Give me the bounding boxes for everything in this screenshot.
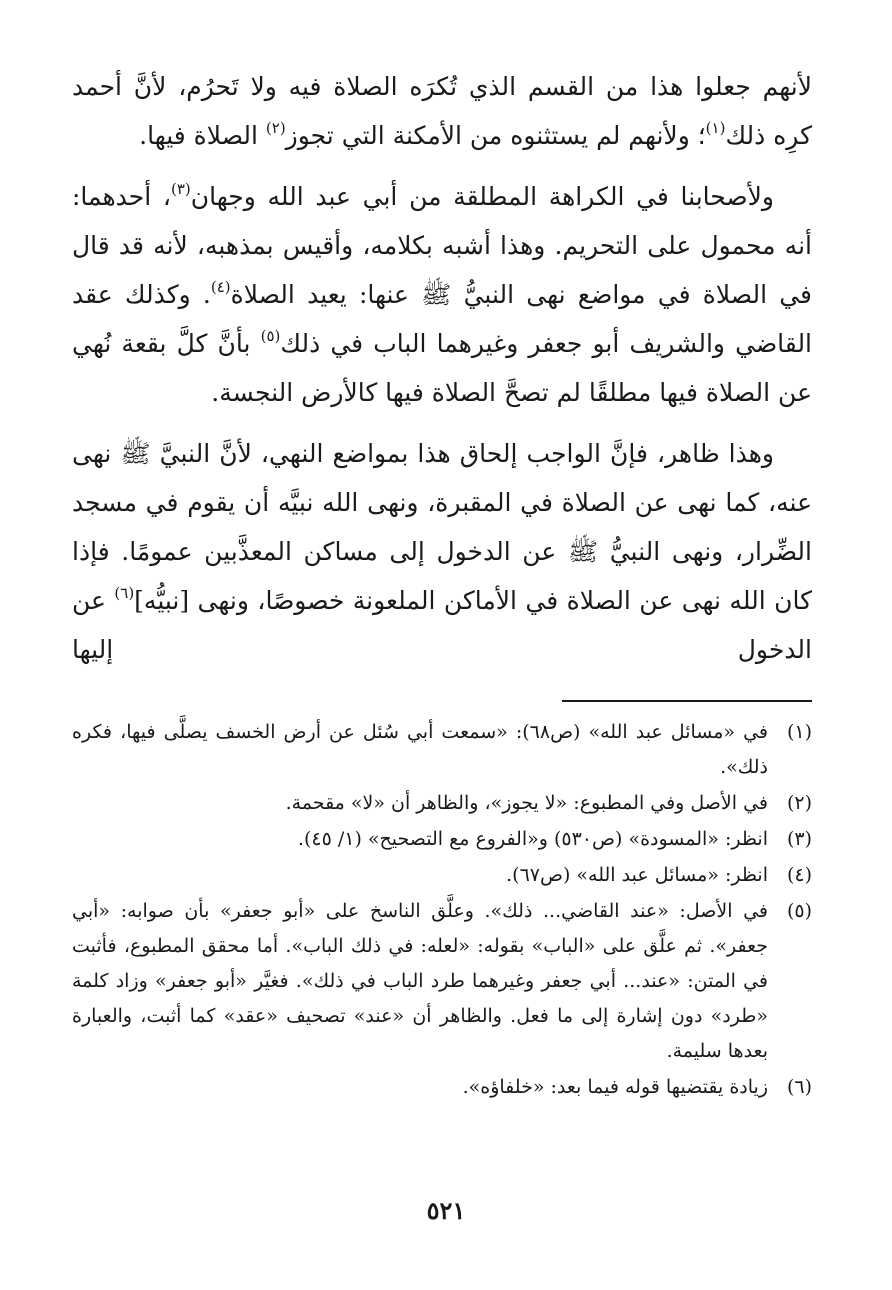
- paragraph-text: عن الدخول إليها: [72, 586, 812, 664]
- footnote-text: انظر: «المسودة» (ص٥٣٠) و«الفروع مع التصحيح» (١/ ٤٥).: [297, 828, 768, 850]
- footnote-text: في الأصل: «عند القاضي... ذلك». وعلَّق الناسخ على «أبو جعفر» بأن صوابه: «أبي جعفر». ثم علَّق على «الباب» بقوله: «لعله: في ذلك الباب». أما محقق المطبوع، فأثبت في المتن: «عند... أبي جعفر وغيرهما طرد الباب في ذلك». فغيَّر «أبو جعفر» وزاد كلمة «طرد» دون إشارة إلى ما فعل. والظاهر أن «عند» تصحيف «عقد» كما أثبت، والعبارة بعدها سليمة.: [72, 900, 768, 1062]
- main-text: [72, 62, 812, 686]
- footnote-number: (٤): [786, 864, 812, 886]
- paragraph-text: . وكذلك عقد القاضي والشريف أبو جعفر وغيرهما الباب في ذلك: [72, 280, 813, 358]
- footnote-text: زيادة يقتضيها قوله فيما بعد: «خلفاؤه».: [462, 1076, 768, 1098]
- paragraph-text: لأنهم جعلوا هذا من القسم الذي تُكرَه الصلاة فيه ولا تَحرُم، لأنَّ أحمد كرِه ذلك: [72, 72, 812, 150]
- footnotes: [72, 715, 812, 1106]
- footnote-marker: (٥): [260, 327, 281, 345]
- footnote-marker: (٢): [265, 119, 286, 137]
- footnote-2: [72, 786, 812, 821]
- footnote-5: [72, 894, 812, 1069]
- paragraph-text: ؛ ولأنهم لم يستثنوه من الأمكنة التي تجوز: [285, 121, 706, 150]
- footnote-marker: (٦): [114, 584, 135, 602]
- paragraph-text: وهذا ظاهر، فإنَّ الواجب إلحاق هذا بمواضع النهي، لأنَّ النبيَّ ﷺ نهى عنه، كما نهى عن الصلاة في المقبرة، ونهى الله نبيَّه أن يقوم في مسجد الضِّرار، ونهى النبيُّ ﷺ عن الدخول إلى مساكن المعذَّبين عمومًا. فإذا كان الله نهى عن الصلاة في الأماكن الملعونة خصوصًا، ونهى [نبيُّه]: [72, 439, 812, 615]
- footnote-number: (٥): [786, 900, 812, 922]
- footnote-marker: (٤): [210, 278, 231, 296]
- paragraph-1: [72, 62, 812, 160]
- paragraph-text: ، أحدهما: أنه محمول على التحريم. وهذا أشبه بكلامه، وأقيس بمذهبه، لأنه قد قال في الصلاة في مواضع نهى النبيُّ ﷺ عنها: يعيد الصلاة: [72, 182, 813, 309]
- footnote-3: [72, 822, 812, 857]
- paragraph-text: الصلاة فيها.: [139, 121, 266, 150]
- footnote-number: (٦): [786, 1076, 812, 1098]
- footnote-text: انظر: «مسائل عبد الله» (ص٦٧).: [506, 864, 768, 886]
- footnote-marker: (٣): [170, 180, 191, 198]
- footnote-number: (١): [786, 721, 812, 743]
- page-number: ٥٢١: [426, 1196, 466, 1225]
- footnote-4: [72, 858, 812, 893]
- body-text: [72, 62, 812, 674]
- footnote-6: [72, 1070, 812, 1105]
- paragraph-3: [72, 429, 812, 674]
- paragraph-text: بأنَّ كلَّ بقعة نُهي عن الصلاة فيها مطلقًا لم تصحَّ الصلاة فيها كالأرض النجسة.: [72, 329, 812, 407]
- footnote-text: في الأصل وفي المطبوع: «لا يجوز»، والظاهر أن «لا» مقحمة.: [285, 792, 768, 814]
- paragraph-2: [72, 172, 812, 417]
- footnote-number: (٣): [786, 828, 812, 850]
- footnote-text: في «مسائل عبد الله» (ص٦٨): «سمعت أبي سُئل عن أرض الخسف يصلَّى فيها، فكره ذلك».: [72, 721, 768, 778]
- footnote-marker: (١): [705, 119, 726, 137]
- footnote-1: [72, 715, 812, 785]
- footnote-number: (٢): [786, 792, 812, 814]
- separator-line: [562, 700, 812, 702]
- paragraph-text: ولأصحابنا في الكراهة المطلقة من أبي عبد الله وجهان: [190, 182, 774, 211]
